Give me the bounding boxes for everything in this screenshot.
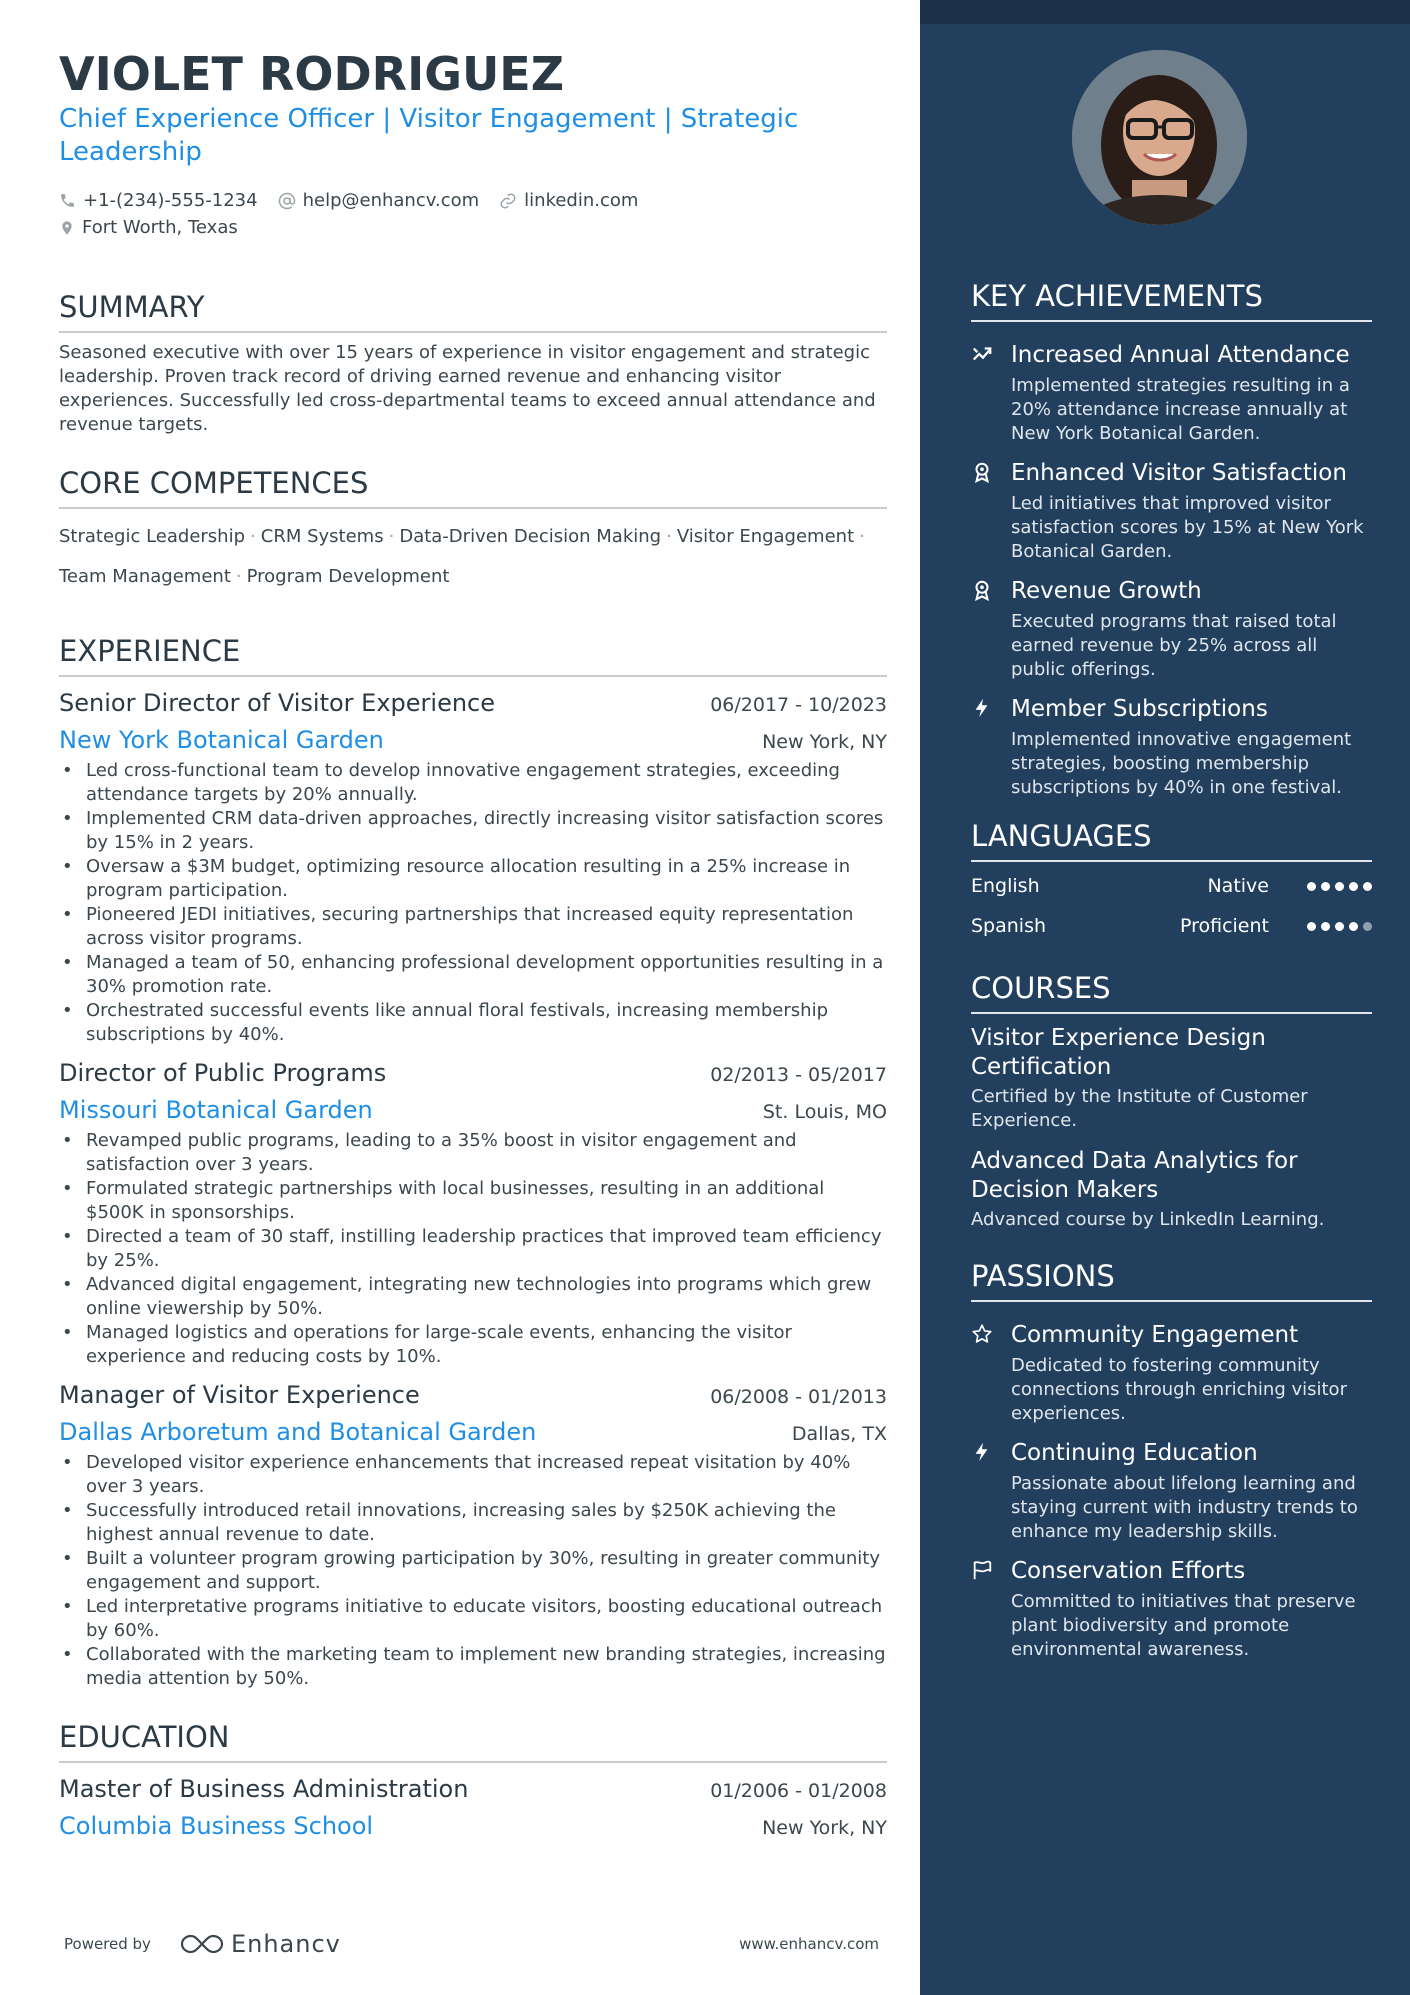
- job-company: Dallas Arboretum and Botanical Garden: [59, 1418, 537, 1446]
- job-bullets: [59, 759, 887, 1047]
- achievement-item: [971, 458, 1372, 564]
- bullet-item: • Managed a team of 50, enhancing professional development opportunities resulting in a 30% promotion rate.: [59, 951, 887, 999]
- job-entry: [59, 687, 887, 1047]
- course-item: [971, 1024, 1372, 1133]
- job-dates: 06/2008 - 01/2013: [710, 1386, 887, 1408]
- phone-icon: [59, 192, 76, 209]
- achievement-text: Led initiatives that improved visitor satisfaction scores by 15% at New York Botanical Garden.: [1011, 493, 1364, 562]
- competence-item: CRM Systems: [260, 526, 384, 547]
- award-icon: [971, 579, 993, 601]
- job-bullets: [59, 1129, 887, 1369]
- job-title: Manager of Visitor Experience: [59, 1381, 420, 1409]
- achievement-title: Enhanced Visitor Satisfaction: [1011, 460, 1347, 486]
- job-location: New York, NY: [762, 731, 887, 753]
- competence-item: Visitor Engagement: [676, 526, 855, 547]
- language-name: Spanish: [971, 915, 1047, 937]
- rating-dot: [1335, 922, 1344, 931]
- rating-dot: [1349, 882, 1358, 891]
- separator-dot: ·: [666, 526, 672, 547]
- location-contact: [59, 217, 238, 238]
- job-company: New York Botanical Garden: [59, 726, 384, 754]
- passions-section: [971, 1258, 1372, 1662]
- passion-text: Committed to initiatives that preserve plant biodiversity and promote environmental awareness.: [1011, 1591, 1356, 1660]
- language-item: [971, 866, 1372, 906]
- course-item: [971, 1147, 1372, 1232]
- school-name: Columbia Business School: [59, 1812, 374, 1840]
- email-contact[interactable]: [278, 190, 480, 211]
- bullet-item: • Revamped public programs, leading to a 35% boost in visitor engagement and satisfaction over 3 years.: [59, 1129, 887, 1177]
- job-dates: 02/2013 - 05/2017: [710, 1064, 887, 1086]
- sidebar: [920, 0, 1410, 1995]
- link-icon: [499, 192, 517, 210]
- rating-dot: [1349, 922, 1358, 931]
- footer-url[interactable]: www.enhancv.com: [739, 1935, 879, 1953]
- languages-heading: LANGUAGES: [971, 818, 1372, 862]
- job-entry: [59, 1379, 887, 1691]
- rating-dot: [1307, 922, 1316, 931]
- bullet-item: • Managed logistics and operations for large-scale events, enhancing the visitor experience and reducing costs by 10%.: [59, 1321, 887, 1369]
- passion-item: [971, 1320, 1372, 1426]
- powered-by-label: Powered by: [64, 1935, 151, 1953]
- profile-photo-icon: [1072, 50, 1247, 225]
- language-level: Native: [1207, 875, 1269, 897]
- separator-dot: ·: [235, 566, 242, 587]
- courses-section: [971, 970, 1372, 1232]
- bullet-item: • Pioneered JEDI initiatives, securing partnerships that increased equity representation across visitor programs.: [59, 903, 887, 951]
- course-title: Advanced Data Analytics for Decision Makers: [971, 1148, 1298, 1203]
- degree-title: Master of Business Administration: [59, 1775, 469, 1803]
- rating-dot: [1307, 882, 1316, 891]
- achievements-heading: KEY ACHIEVEMENTS: [971, 278, 1372, 322]
- sidebar-top-band: [920, 0, 1410, 24]
- achievement-text: Executed programs that raised total earned revenue by 25% across all public offerings.: [1011, 611, 1337, 680]
- education-section: [59, 1719, 887, 1841]
- passion-item: [971, 1556, 1372, 1662]
- bullet-item: • Successfully introduced retail innovations, increasing sales by $250K achieving the highest annual revenue to date.: [59, 1499, 887, 1547]
- bullet-item: • Led interpretative programs initiative to educate visitors, boosting educational outreach by 60%.: [59, 1595, 887, 1643]
- job-title: Director of Public Programs: [59, 1059, 387, 1087]
- passion-text: Dedicated to fostering community connections through enriching visitor experiences.: [1011, 1355, 1347, 1424]
- course-description: Certified by the Institute of Customer Experience.: [971, 1086, 1308, 1131]
- passion-text: Passionate about lifelong learning and staying current with industry trends to enhance my leadership skills.: [1011, 1473, 1358, 1542]
- competence-item: Program Development: [246, 566, 450, 587]
- experience-section: [59, 633, 887, 1691]
- bullet-item: • Advanced digital engagement, integrating new technologies into programs which grew online viewership by 50%.: [59, 1273, 887, 1321]
- language-rating: [1302, 922, 1372, 931]
- candidate-headline: Chief Experience Officer | Visitor Engagement | Strategic Leadership: [59, 104, 799, 167]
- bullet-item: • Developed visitor experience enhancements that increased repeat visitation by 40% over 3 years.: [59, 1451, 887, 1499]
- map-pin-icon: [59, 219, 75, 237]
- email-text: help@enhancv.com: [302, 190, 480, 211]
- bullet-item: • Built a volunteer program growing participation by 30%, resulting in greater community engagement and support.: [59, 1547, 887, 1595]
- achievement-title: Member Subscriptions: [1011, 696, 1268, 722]
- language-item: [971, 906, 1372, 946]
- separator-dot: ·: [859, 526, 865, 547]
- avatar: [1072, 50, 1247, 225]
- education-dates: 01/2006 - 01/2008: [710, 1780, 887, 1802]
- at-sign-icon: [278, 192, 296, 210]
- competences-section: [59, 465, 887, 597]
- passion-title: Conservation Efforts: [1011, 1558, 1246, 1584]
- rating-dot: [1335, 882, 1344, 891]
- job-title: Senior Director of Visitor Experience: [59, 689, 496, 717]
- language-level: Proficient: [1179, 915, 1269, 937]
- competence-item: Strategic Leadership: [59, 526, 246, 547]
- bullet-item: • Implemented CRM data-driven approaches, directly increasing visitor satisfaction scores by 15% in 2 years.: [59, 807, 887, 855]
- separator-dot: ·: [250, 526, 256, 547]
- competences-list: [59, 517, 887, 597]
- achievement-text: Implemented strategies resulting in a 20% attendance increase annually at New York Botanical Garden.: [1011, 375, 1350, 444]
- education-entry: [59, 1773, 887, 1841]
- languages-section: [971, 818, 1372, 946]
- footer: [64, 1930, 879, 1958]
- achievement-item: [971, 694, 1372, 800]
- bullet-item: • Led cross-functional team to develop innovative engagement strategies, exceeding attendance targets by 20% annually.: [59, 759, 887, 807]
- location-text: Fort Worth, Texas: [82, 217, 238, 238]
- lightning-icon: [971, 1441, 993, 1463]
- job-bullets: [59, 1451, 887, 1691]
- course-description: Advanced course by LinkedIn Learning.: [971, 1209, 1325, 1230]
- powered-by: [64, 1930, 341, 1958]
- lightning-icon: [971, 697, 993, 719]
- bullet-item: • Formulated strategic partnerships with local businesses, resulting in an additional $500K in sponsorships.: [59, 1177, 887, 1225]
- competences-heading: CORE COMPETENCES: [59, 465, 887, 509]
- achievement-text: Implemented innovative engagement strategies, boosting membership subscriptions by 40% in one festival.: [1011, 729, 1352, 798]
- enhancv-logo-icon: [179, 1932, 225, 1956]
- phone-contact[interactable]: [59, 190, 258, 211]
- brand-name: Enhancv: [230, 1930, 341, 1958]
- summary-text: Seasoned executive with over 15 years of experience in visitor engagement and strategic leadership. Proven track record of driving earned revenue and enhancing visitor experiences. Successfully led cross-departmental teams to exceed annual attendance and revenue targets.: [59, 342, 876, 435]
- school-location: New York, NY: [762, 1817, 887, 1839]
- summary-section: [59, 289, 887, 437]
- rating-dot: [1363, 922, 1372, 931]
- achievements-section: [971, 278, 1372, 800]
- job-location: St. Louis, MO: [762, 1101, 887, 1123]
- language-rating: [1302, 882, 1372, 891]
- chart-arrow-icon: [971, 343, 993, 365]
- rating-dot: [1321, 882, 1330, 891]
- achievement-title: Revenue Growth: [1011, 578, 1202, 604]
- education-heading: EDUCATION: [59, 1719, 887, 1763]
- rating-dot: [1363, 882, 1372, 891]
- achievement-item: [971, 340, 1372, 446]
- achievement-title: Increased Annual Attendance: [1011, 342, 1350, 368]
- job-dates: 06/2017 - 10/2023: [710, 694, 887, 716]
- passions-heading: PASSIONS: [971, 1258, 1372, 1302]
- competence-item: Data-Driven Decision Making: [399, 526, 662, 547]
- course-title: Visitor Experience Design Certification: [971, 1025, 1266, 1080]
- competence-item: Team Management: [59, 566, 231, 587]
- job-entry: [59, 1057, 887, 1369]
- bullet-item: • Collaborated with the marketing team to implement new branding strategies, increasing media attention by 50%.: [59, 1643, 887, 1691]
- job-location: Dallas, TX: [791, 1423, 887, 1445]
- language-name: English: [971, 875, 1040, 897]
- achievement-item: [971, 576, 1372, 682]
- job-company: Missouri Botanical Garden: [59, 1096, 373, 1124]
- passion-title: Continuing Education: [1011, 1440, 1258, 1466]
- phone-text: +1-(234)-555-1234: [83, 190, 258, 211]
- contact-info: [59, 187, 887, 241]
- candidate-name: VIOLET RODRIGUEZ: [59, 47, 565, 101]
- separator-dot: ·: [388, 526, 395, 547]
- sidebar-content: [971, 278, 1372, 1674]
- linkedin-contact[interactable]: [499, 190, 638, 211]
- flag-icon: [971, 1559, 993, 1581]
- award-icon: [971, 461, 993, 483]
- linkedin-text: linkedin.com: [524, 190, 639, 211]
- star-icon: [971, 1323, 993, 1345]
- passion-item: [971, 1438, 1372, 1544]
- bullet-item: • Orchestrated successful events like annual floral festivals, increasing membership subscriptions by 40%.: [59, 999, 887, 1047]
- experience-heading: EXPERIENCE: [59, 633, 887, 677]
- main-column: [59, 46, 887, 1841]
- bullet-item: • Directed a team of 30 staff, instilling leadership practices that improved team efficiency by 25%.: [59, 1225, 887, 1273]
- courses-heading: COURSES: [971, 970, 1372, 1014]
- rating-dot: [1321, 922, 1330, 931]
- brand-logo[interactable]: [179, 1930, 341, 1958]
- bullet-item: • Oversaw a $3M budget, optimizing resource allocation resulting in a 25% increase in program participation.: [59, 855, 887, 903]
- summary-heading: SUMMARY: [59, 289, 887, 333]
- passion-title: Community Engagement: [1011, 1322, 1299, 1348]
